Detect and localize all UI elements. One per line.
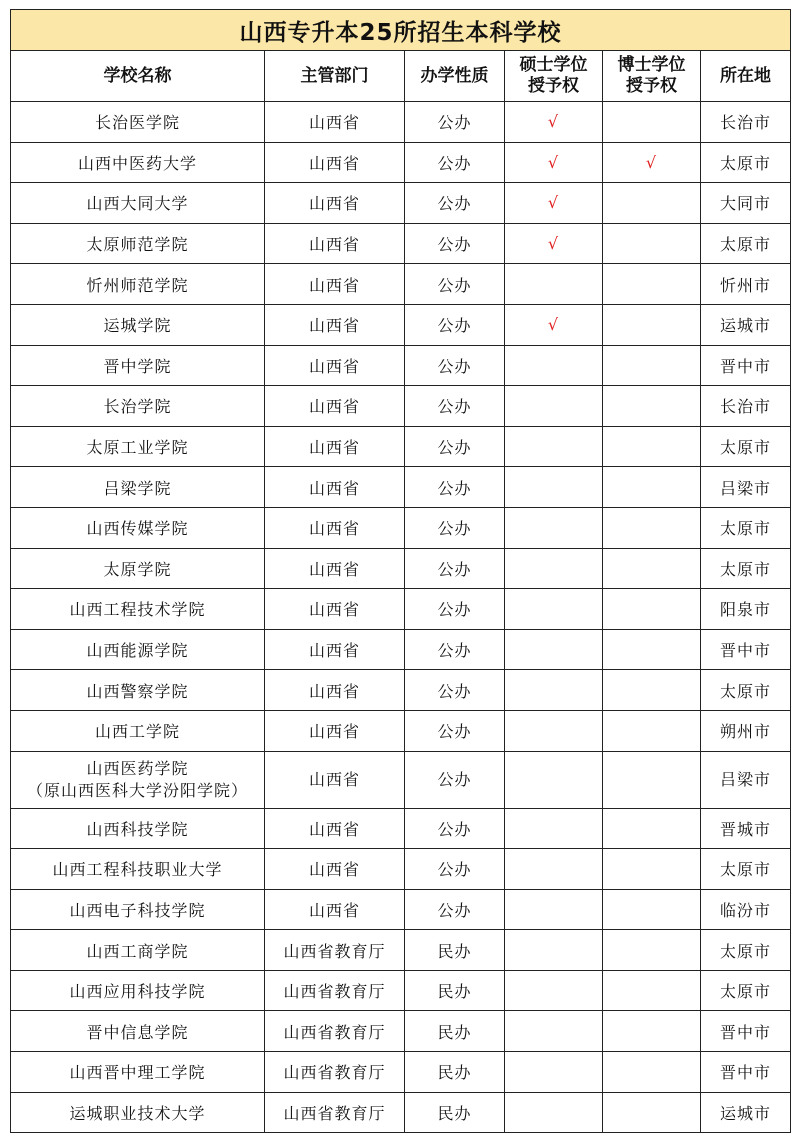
cell-master-degree: [505, 507, 603, 548]
cell-nature: 民办: [405, 1011, 505, 1052]
cell-nature: 民办: [405, 970, 505, 1011]
cell-school-name: 吕梁学院: [11, 467, 265, 508]
cell-school-name: 山西电子科技学院: [11, 889, 265, 930]
cell-school-name: 山西传媒学院: [11, 507, 265, 548]
cell-location: 运城市: [701, 304, 791, 345]
cell-master-degree: [505, 548, 603, 589]
cell-master-degree: [505, 1052, 603, 1093]
cell-school-name: 忻州师范学院: [11, 264, 265, 305]
cell-doctor-degree: [603, 849, 701, 890]
cell-school-name: 运城学院: [11, 304, 265, 345]
table-row: [11, 589, 791, 630]
cell-doctor-degree: √: [603, 142, 701, 183]
cell-location: 太原市: [701, 970, 791, 1011]
cell-doctor-degree: [603, 264, 701, 305]
cell-doctor-degree: [603, 751, 701, 808]
header-location: 所在地: [701, 51, 791, 102]
cell-department: 山西省教育厅: [265, 970, 405, 1011]
cell-master-degree: √: [505, 304, 603, 345]
cell-doctor-degree: [603, 507, 701, 548]
cell-school-name: 山西能源学院: [11, 629, 265, 670]
cell-location: 晋中市: [701, 345, 791, 386]
cell-master-degree: [505, 264, 603, 305]
table-row: [11, 223, 791, 264]
cell-master-degree: [505, 751, 603, 808]
cell-doctor-degree: [603, 548, 701, 589]
cell-nature: 公办: [405, 548, 505, 589]
table-row: [11, 808, 791, 849]
table-row: [11, 889, 791, 930]
cell-doctor-degree: [603, 589, 701, 630]
cell-department: 山西省: [265, 548, 405, 589]
cell-department: 山西省教育厅: [265, 1092, 405, 1133]
cell-school-name: 长治医学院: [11, 102, 265, 143]
cell-department: 山西省: [265, 183, 405, 224]
title-row: [11, 10, 791, 51]
cell-department: 山西省: [265, 507, 405, 548]
cell-nature: 公办: [405, 629, 505, 670]
table-body: [11, 102, 791, 1133]
cell-nature: 公办: [405, 589, 505, 630]
table-row: [11, 102, 791, 143]
cell-doctor-degree: [603, 889, 701, 930]
cell-nature: 公办: [405, 386, 505, 427]
cell-school-name: 山西工商学院: [11, 930, 265, 971]
header-row: [11, 51, 791, 102]
cell-master-degree: [505, 629, 603, 670]
header-school-name: 学校名称: [11, 51, 265, 102]
cell-master-degree: [505, 1011, 603, 1052]
cell-master-degree: √: [505, 183, 603, 224]
cell-department: 山西省: [265, 751, 405, 808]
cell-school-name: 山西医药学院 （原山西医科大学汾阳学院）: [11, 751, 265, 808]
cell-department: 山西省: [265, 386, 405, 427]
cell-department: 山西省: [265, 808, 405, 849]
cell-location: 晋中市: [701, 1052, 791, 1093]
cell-master-degree: [505, 889, 603, 930]
cell-school-name: 山西工程技术学院: [11, 589, 265, 630]
cell-master-degree: [505, 345, 603, 386]
table-row: [11, 710, 791, 751]
cell-master-degree: [505, 808, 603, 849]
cell-doctor-degree: [603, 1092, 701, 1133]
cell-location: 吕梁市: [701, 751, 791, 808]
table-row: [11, 849, 791, 890]
table-row: [11, 548, 791, 589]
table-row: [11, 467, 791, 508]
table-row: [11, 507, 791, 548]
cell-location: 太原市: [701, 426, 791, 467]
cell-location: 晋中市: [701, 629, 791, 670]
cell-school-name: 太原师范学院: [11, 223, 265, 264]
cell-department: 山西省: [265, 345, 405, 386]
cell-location: 临汾市: [701, 889, 791, 930]
cell-department: 山西省: [265, 426, 405, 467]
cell-nature: 民办: [405, 1052, 505, 1093]
table-row: [11, 930, 791, 971]
table-title: 山西专升本25所招生本科学校: [11, 10, 791, 51]
cell-master-degree: √: [505, 142, 603, 183]
cell-location: 运城市: [701, 1092, 791, 1133]
cell-nature: 公办: [405, 467, 505, 508]
table-row: [11, 1011, 791, 1052]
cell-department: 山西省: [265, 142, 405, 183]
cell-doctor-degree: [603, 1052, 701, 1093]
cell-master-degree: [505, 426, 603, 467]
cell-doctor-degree: [603, 930, 701, 971]
table-row: [11, 1052, 791, 1093]
cell-doctor-degree: [603, 183, 701, 224]
cell-location: 太原市: [701, 507, 791, 548]
cell-department: 山西省教育厅: [265, 1011, 405, 1052]
cell-school-name: 长治学院: [11, 386, 265, 427]
cell-master-degree: √: [505, 223, 603, 264]
cell-department: 山西省: [265, 102, 405, 143]
cell-master-degree: [505, 467, 603, 508]
cell-department: 山西省: [265, 589, 405, 630]
cell-doctor-degree: [603, 386, 701, 427]
cell-doctor-degree: [603, 102, 701, 143]
cell-school-name: 山西晋中理工学院: [11, 1052, 265, 1093]
schools-table: [10, 9, 791, 1133]
cell-master-degree: [505, 970, 603, 1011]
cell-department: 山西省: [265, 223, 405, 264]
cell-department: 山西省: [265, 670, 405, 711]
table-row: [11, 183, 791, 224]
table-row: [11, 1092, 791, 1133]
cell-nature: 公办: [405, 507, 505, 548]
cell-location: 太原市: [701, 548, 791, 589]
schools-table-container: [10, 9, 790, 1133]
header-doctor-degree: 博士学位 授予权: [603, 51, 701, 102]
cell-master-degree: [505, 710, 603, 751]
cell-master-degree: [505, 849, 603, 890]
cell-master-degree: √: [505, 102, 603, 143]
cell-location: 长治市: [701, 102, 791, 143]
cell-location: 长治市: [701, 386, 791, 427]
cell-nature: 民办: [405, 930, 505, 971]
cell-doctor-degree: [603, 670, 701, 711]
cell-nature: 公办: [405, 102, 505, 143]
table-row: [11, 264, 791, 305]
cell-nature: 公办: [405, 345, 505, 386]
cell-nature: 公办: [405, 670, 505, 711]
cell-location: 太原市: [701, 142, 791, 183]
cell-nature: 公办: [405, 426, 505, 467]
cell-master-degree: [505, 386, 603, 427]
cell-doctor-degree: [603, 970, 701, 1011]
cell-master-degree: [505, 670, 603, 711]
cell-department: 山西省: [265, 304, 405, 345]
cell-school-name: 山西中医药大学: [11, 142, 265, 183]
cell-location: 太原市: [701, 930, 791, 971]
cell-location: 朔州市: [701, 710, 791, 751]
cell-location: 太原市: [701, 670, 791, 711]
cell-doctor-degree: [603, 345, 701, 386]
cell-school-name: 山西警察学院: [11, 670, 265, 711]
cell-location: 阳泉市: [701, 589, 791, 630]
cell-nature: 公办: [405, 223, 505, 264]
header-department: 主管部门: [265, 51, 405, 102]
cell-school-name: 太原工业学院: [11, 426, 265, 467]
table-row: [11, 751, 791, 808]
cell-school-name: 山西工程科技职业大学: [11, 849, 265, 890]
cell-department: 山西省: [265, 264, 405, 305]
cell-master-degree: [505, 1092, 603, 1133]
cell-department: 山西省: [265, 629, 405, 670]
cell-nature: 公办: [405, 304, 505, 345]
table-row: [11, 345, 791, 386]
cell-school-name: 运城职业技术大学: [11, 1092, 265, 1133]
table-row: [11, 670, 791, 711]
cell-department: 山西省: [265, 889, 405, 930]
cell-doctor-degree: [603, 1011, 701, 1052]
cell-school-name: 山西应用科技学院: [11, 970, 265, 1011]
cell-doctor-degree: [603, 426, 701, 467]
table-row: [11, 386, 791, 427]
cell-location: 晋中市: [701, 1011, 791, 1052]
cell-department: 山西省: [265, 710, 405, 751]
cell-school-name: 山西工学院: [11, 710, 265, 751]
cell-school-name: 山西大同大学: [11, 183, 265, 224]
cell-doctor-degree: [603, 629, 701, 670]
cell-doctor-degree: [603, 223, 701, 264]
cell-location: 忻州市: [701, 264, 791, 305]
cell-nature: 公办: [405, 142, 505, 183]
cell-doctor-degree: [603, 710, 701, 751]
table-row: [11, 142, 791, 183]
cell-department: 山西省教育厅: [265, 930, 405, 971]
cell-location: 大同市: [701, 183, 791, 224]
cell-location: 太原市: [701, 849, 791, 890]
cell-nature: 公办: [405, 751, 505, 808]
cell-nature: 公办: [405, 849, 505, 890]
table-row: [11, 304, 791, 345]
cell-school-name: 晋中信息学院: [11, 1011, 265, 1052]
cell-nature: 公办: [405, 264, 505, 305]
cell-master-degree: [505, 589, 603, 630]
cell-nature: 民办: [405, 1092, 505, 1133]
cell-location: 吕梁市: [701, 467, 791, 508]
cell-department: 山西省: [265, 849, 405, 890]
cell-nature: 公办: [405, 710, 505, 751]
cell-department: 山西省: [265, 467, 405, 508]
cell-nature: 公办: [405, 808, 505, 849]
cell-location: 晋城市: [701, 808, 791, 849]
header-master-degree: 硕士学位 授予权: [505, 51, 603, 102]
cell-school-name: 太原学院: [11, 548, 265, 589]
cell-doctor-degree: [603, 467, 701, 508]
cell-master-degree: [505, 930, 603, 971]
header-nature: 办学性质: [405, 51, 505, 102]
table-row: [11, 970, 791, 1011]
table-row: [11, 629, 791, 670]
cell-doctor-degree: [603, 304, 701, 345]
cell-school-name: 晋中学院: [11, 345, 265, 386]
cell-nature: 公办: [405, 183, 505, 224]
cell-doctor-degree: [603, 808, 701, 849]
table-row: [11, 426, 791, 467]
cell-nature: 公办: [405, 889, 505, 930]
cell-school-name: 山西科技学院: [11, 808, 265, 849]
cell-location: 太原市: [701, 223, 791, 264]
cell-department: 山西省教育厅: [265, 1052, 405, 1093]
